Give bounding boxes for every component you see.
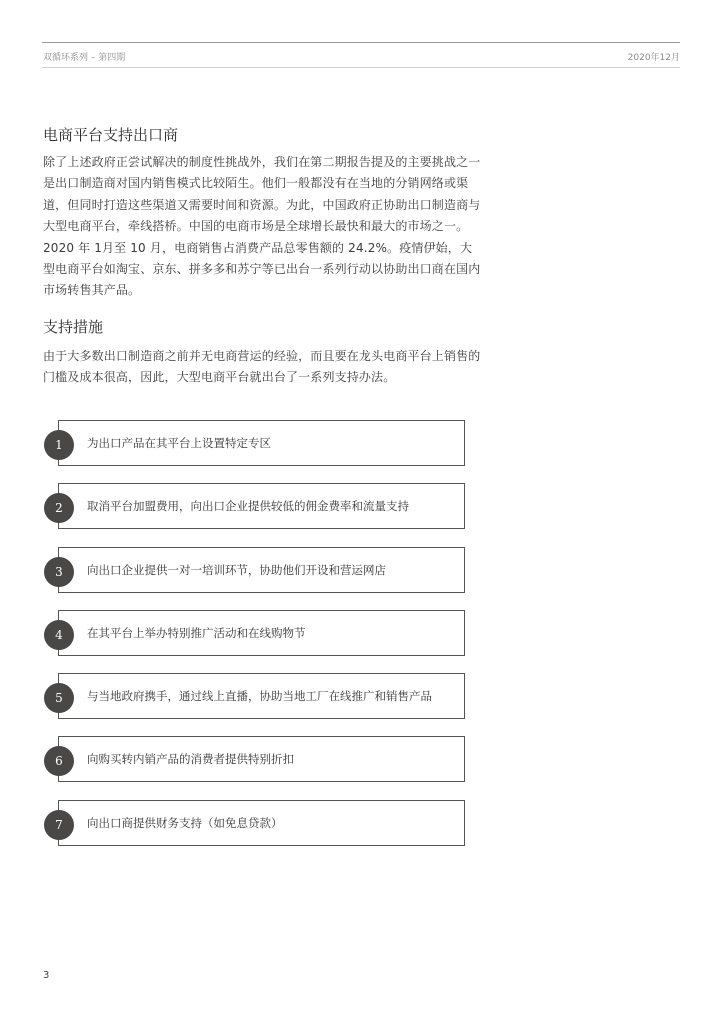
measure-item (44, 420, 466, 468)
measure-item (44, 547, 466, 595)
header-rule-bottom (42, 67, 680, 68)
measure-text: 取消平台加盟费用，向出口企业提供较低的佣金费率和流量支持 (87, 499, 409, 514)
measure-item (44, 736, 466, 784)
measure-text: 为出口产品在其平台上设置特定专区 (87, 436, 271, 450)
section-title-ecommerce-support: 电商平台支持出口商 (43, 126, 179, 144)
section-paragraph-ecommerce-support: 除了上述政府正尝试解决的制度性挑战外，我们在第二期报告提及的主要挑战之一是出口制造商对国内销售模式比较陌生。他们一般都没有在当地的分销网络或渠道，但同时打造这些渠道又需要时间和资源。为此，中国政府正协助出口制造商与大型电商平台，牵线搭桥。中国的电商市场是全球增长最快和最大的市场之一。2020 年 1月至 10 月，电商销售占消费产品总零售额的 24.2%。疫情伊始，大型电商平台如淘宝、京东、拼多多和苏宁等已出台一系列行动以协助出口商在国内市场转售其产品。 (43, 155, 481, 298)
support-measures-list (44, 420, 466, 863)
header-date: 2020年12月 (627, 53, 680, 63)
measure-number-badge: 2 (44, 493, 74, 523)
measure-number-badge: 3 (44, 557, 74, 587)
measure-text: 向出口商提供财务支持（如免息贷款） (87, 815, 283, 830)
measure-text: 向购买转内销产品的消费者提供特别折扣 (87, 752, 294, 767)
measure-item (44, 673, 466, 721)
measure-item (44, 610, 466, 658)
header-series-title: 双循环系列 – 第四期 (43, 53, 126, 63)
measure-text: 在其平台上举办特别推广活动和在线购物节 (87, 625, 306, 640)
header-rule-top (42, 42, 680, 43)
measure-number-badge: 4 (44, 620, 74, 650)
section-paragraph-support-measures: 由于大多数出口制造商之前并无电商营运的经验，而且要在龙头电商平台上销售的门槛及成本很高，因此，大型电商平台就出台了一系列支持办法。 (43, 349, 481, 385)
measure-text: 与当地政府携手，通过线上直播，协助当地工厂在线推广和销售产品 (87, 689, 432, 704)
measure-number-badge: 5 (44, 683, 74, 713)
measure-number-badge: 7 (44, 810, 74, 840)
measure-text: 向出口企业提供一对一培训环节，协助他们开设和营运网店 (87, 562, 386, 577)
measure-number-badge: 1 (44, 430, 74, 460)
measure-item (44, 483, 466, 531)
measure-item (44, 800, 466, 848)
section-title-support-measures: 支持措施 (43, 318, 104, 336)
measure-number-badge: 6 (44, 746, 74, 776)
page-number: 3 (43, 970, 50, 981)
